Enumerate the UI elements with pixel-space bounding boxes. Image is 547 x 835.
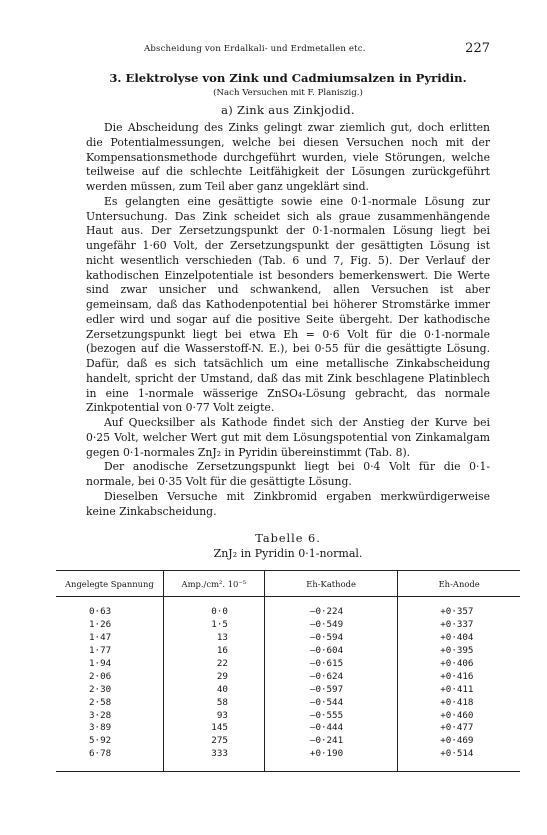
cell-cathode-potential: —0·604: [264, 645, 397, 658]
paragraph: Es gelangten eine gesättigte sowie eine 0·1-normale Lösung zur Untersuchung. Das Zink scheidet sich als graue zusammenhängende Haut aus. Der Zersetzungspunkt der 0·1-normalen Lösung liegt bei ungefähr 1·60 Volt, der Zersetzungspunkt der gesättigten Lösung ist nicht wesentlich verschieden (Tab. 6 und 7, Fig. 5). Der Verlauf der kathodischen Einzelpotentiale ist besonders bemerkenswert. Die Werte sind zwar unsicher und schwankend, allen Versuchen ist aber gemeinsam, daß das Kathodenpotential bei höherer Stromstärke immer edler wird und sogar auf die positive Seite übergeht. Der kathodische Zersetzungspunkt liegt bei etwa Eh = 0·6 Volt für die 0·1-normale (bezogen auf die Wasserstoff-N. E.), bei 0·55 für die gesättigte Lösung. Dafür, daß es sich tatsächlich um eine metallische Zinkabscheidung handelt, spricht der Umstand, daß das mit Zink beschlagene Platinblech in eine 1-normale wässerige ZnSO₄-Lösung gebracht, das normale Zinkpotential von 0·77 Volt zeigte.: [86, 194, 490, 415]
paragraph: Der anodische Zersetzungspunkt liegt bei 0·4 Volt für die 0·1-normale, bei 0·35 Volt für die gesättigte Lösung.: [86, 460, 490, 488]
cell-anode-potential: +0·406: [398, 658, 520, 671]
cell-anode-potential: +0·469: [398, 735, 520, 748]
cell-cathode-potential: —0·597: [264, 684, 397, 697]
cell-voltage: 2·58: [89, 696, 112, 708]
table-row: [56, 671, 520, 684]
table-row: [56, 748, 520, 771]
cell-voltage: 1·47: [89, 632, 112, 644]
cell-voltage: 3·89: [89, 722, 112, 734]
column-header-cathode-potential: Eh-Kathode: [264, 571, 397, 597]
byline: (Nach Versuchen mit F. Planiszig.): [213, 88, 363, 98]
table-row: [56, 658, 520, 671]
paragraph: Die Abscheidung des Zinks gelingt zwar ziemlich gut, doch erlitten die Potentialmessungen, welche bei diesen Versuchen noch mit der Kompensationsmethode durchgeführt wurden, viele Störungen, welche teilweise auf die schlechte Leitfähigkeit der Lösungen zurückgeführt werden müssen, zum Teil aber ganz ungeklärt sind.: [86, 121, 490, 193]
cell-voltage: 6·78: [56, 748, 163, 771]
running-head: [86, 40, 490, 60]
cell-cathode-potential: —0·444: [264, 722, 397, 735]
cell-current-density: 93: [163, 710, 264, 723]
data-table: [56, 570, 520, 772]
table-row: [56, 645, 520, 658]
table-row: [56, 597, 520, 619]
cell-cathode-potential: —0·549: [264, 619, 397, 632]
cell-current-density: 1·5: [163, 619, 264, 632]
table-title: Tabelle 6.: [255, 532, 321, 546]
table-row: [56, 632, 520, 645]
cell-anode-potential: +0·395: [398, 645, 520, 658]
table-row: [56, 735, 520, 748]
cell-cathode-potential: —0·594: [264, 632, 397, 645]
cell-cathode-potential: —0·544: [264, 697, 397, 710]
cell-anode-potential: +0·477: [398, 722, 520, 735]
cell-current-density: 13: [163, 632, 264, 645]
cell-voltage: 3·28: [89, 709, 112, 721]
cell-current-density: 22: [163, 658, 264, 671]
paragraph: Dieselben Versuche mit Zinkbromid ergaben merkwürdigerweise keine Zinkabscheidung.: [86, 489, 490, 518]
cell-anode-potential: +0·411: [398, 684, 520, 697]
table-row: [56, 619, 520, 632]
book-page: [65, 40, 490, 772]
cell-cathode-potential: —0·555: [264, 710, 397, 723]
table-caption: ZnJ₂ in Pyridin 0·1-normal.: [213, 547, 363, 561]
page-number: 227: [465, 41, 490, 56]
cell-voltage: 5·92: [89, 735, 112, 747]
cell-current-density: 333: [163, 748, 264, 771]
paragraph: Auf Quecksilber als Kathode findet sich der Anstieg der Kurve bei 0·25 Volt, welcher Wert gut mit dem Lösungspotential von Zinkamalgam gegen 0·1-normales ZnJ₂ in Pyridin übereinstimmt (Tab. 8).: [86, 416, 490, 459]
cell-current-density: 58: [163, 697, 264, 710]
cell-voltage: 2·30: [89, 683, 112, 695]
cell-current-density: 29: [163, 671, 264, 684]
cell-cathode-potential: —0·241: [264, 735, 397, 748]
cell-cathode-potential: —0·615: [264, 658, 397, 671]
table-row: [56, 710, 520, 723]
cell-anode-potential: +0·416: [398, 671, 520, 684]
cell-anode-potential: +0·404: [398, 632, 520, 645]
cell-anode-potential: +0·418: [398, 697, 520, 710]
cell-anode-potential: +0·337: [398, 619, 520, 632]
cell-cathode-potential: —0·224: [264, 597, 397, 619]
cell-current-density: 0·0: [163, 597, 264, 619]
column-header-voltage: Angelegte Spannung: [56, 571, 163, 597]
cell-current-density: 145: [163, 722, 264, 735]
table-body: [56, 597, 520, 772]
cell-cathode-potential: +0·190: [264, 748, 397, 771]
column-header-current-density: Amp./cm². 10⁻⁵: [163, 571, 264, 597]
table-row: [56, 697, 520, 710]
table-header-row: [56, 571, 520, 597]
cell-voltage: 2·06: [89, 670, 112, 682]
cell-anode-potential: +0·514: [398, 748, 520, 771]
table-row: [56, 722, 520, 735]
body-text: [86, 121, 490, 519]
cell-voltage: 1·94: [89, 657, 112, 669]
section-title: 3. Elektrolyse von Zink und Cadmiumsalzen in Pyridin.: [109, 71, 467, 85]
cell-anode-potential: +0·357: [398, 597, 520, 619]
running-title: Abscheidung von Erdalkali- und Erdmetallen etc.: [144, 44, 366, 54]
cell-voltage: 1·77: [89, 644, 112, 656]
cell-anode-potential: +0·460: [398, 710, 520, 723]
cell-current-density: 275: [163, 735, 264, 748]
cell-current-density: 16: [163, 645, 264, 658]
subsection-title: a) Zink aus Zinkjodid.: [221, 103, 355, 117]
cell-cathode-potential: —0·624: [264, 671, 397, 684]
column-header-anode-potential: Eh-Anode: [398, 571, 520, 597]
cell-voltage: 0·63: [89, 606, 112, 618]
cell-voltage: 1·26: [89, 619, 112, 631]
cell-current-density: 40: [163, 684, 264, 697]
table-row: [56, 684, 520, 697]
